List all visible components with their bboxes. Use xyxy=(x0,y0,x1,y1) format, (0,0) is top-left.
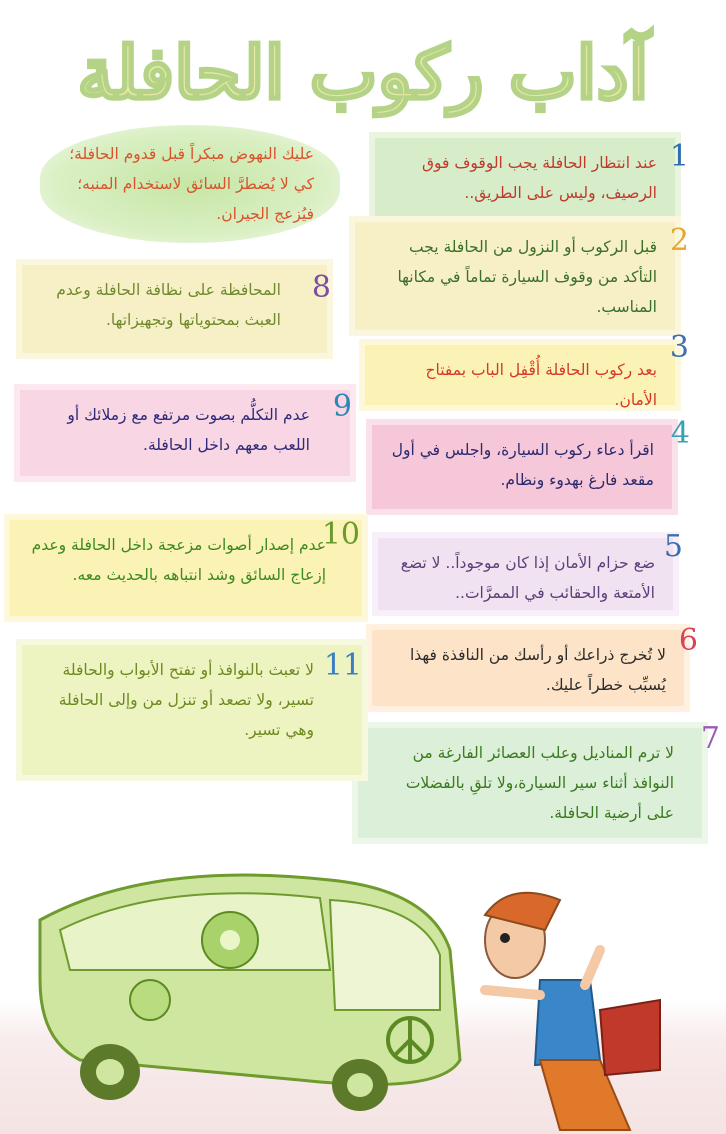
intro-text: عليك النهوض مبكراً قبل قدوم الحافلة؛ كي لا يُضطرَّ السائق لاستخدام المنبه؛ فيُزعج الجيران. xyxy=(69,145,314,223)
rule-card-8 xyxy=(22,265,331,353)
rule-card-10 xyxy=(10,517,362,616)
bus-and-boy-illustration xyxy=(0,860,726,1134)
page-title: آداب ركوب الحافلة xyxy=(77,30,649,115)
rule-card-4 xyxy=(372,416,690,509)
rule-number: 10 xyxy=(321,517,360,552)
rule-card-6 xyxy=(372,623,698,706)
rule-text: اقرأ دعاء ركوب السيارة، واجلس في أول مقعد فارغ بهدوء ونظام. xyxy=(391,441,654,489)
rule-text: المحافظة على نظافة الحافلة وعدم العبث بمحتوياتها وتجهيزاتها. xyxy=(56,281,281,329)
rule-number: 2 xyxy=(669,223,689,258)
rule-text: لا ترم المناديل وعلب العصائر الفارغة من النوافذ أثناء سير السيارة،ولا تلقِ بالفضلات على أرضية الحافلة. xyxy=(405,744,674,822)
rule-number: 5 xyxy=(663,529,683,564)
rule-number: 6 xyxy=(678,623,698,658)
rule-card-3 xyxy=(365,330,689,409)
rule-text: لا تُخرج ذراعك أو رأسك من النافذة فهذا يُسبِّب خطراً عليك. xyxy=(409,646,666,694)
rule-text: عدم إصدار أصوات مزعجة داخل الحافلة وعدم إزعاج السائق وشد انتباهه بالحديث معه. xyxy=(31,536,326,584)
rule-card-1 xyxy=(375,138,689,216)
rule-card-9 xyxy=(20,390,350,476)
bus-icon xyxy=(40,875,460,1111)
rule-number: 9 xyxy=(332,389,352,424)
rule-text: عند انتظار الحافلة يجب الوقوف فوق الرصيف، وليس على الطريق.. xyxy=(421,154,657,202)
rule-number: 1 xyxy=(669,139,689,174)
rule-text: قبل الركوب أو النزول من الحافلة يجب التأكد من وقوف السيارة تماماً في مكانها المناسب. xyxy=(397,238,657,316)
boy-icon xyxy=(485,893,660,1130)
rule-text: ضع حزام الأمان إذا كان موجوداً.. لا تضع الأمتعة والحقائب في الممرَّات.. xyxy=(400,554,655,602)
rule-card-7 xyxy=(358,721,720,838)
rule-text: بعد ركوب الحافلة أُقْفِل الباب بمفتاح الأمان. xyxy=(425,361,657,409)
rule-card-11 xyxy=(22,645,362,775)
rule-number: 8 xyxy=(311,270,331,305)
intro-bubble xyxy=(40,125,340,243)
rule-text: عدم التكلُّم بصوت مرتفع مع زملائك أو اللعب معهم داخل الحافلة. xyxy=(67,406,310,454)
rule-number: 3 xyxy=(669,330,689,365)
rule-number: 11 xyxy=(323,648,362,683)
rule-card-2 xyxy=(355,222,689,330)
rule-number: 4 xyxy=(670,416,690,451)
rule-card-5 xyxy=(378,529,683,610)
rule-text: لا تعبث بالنوافذ أو تفتح الأبواب والحافلة تسير، ولا تصعد أو تنزل من وإلى الحافلة وهي تسير. xyxy=(58,661,314,739)
rule-number: 7 xyxy=(700,721,720,756)
